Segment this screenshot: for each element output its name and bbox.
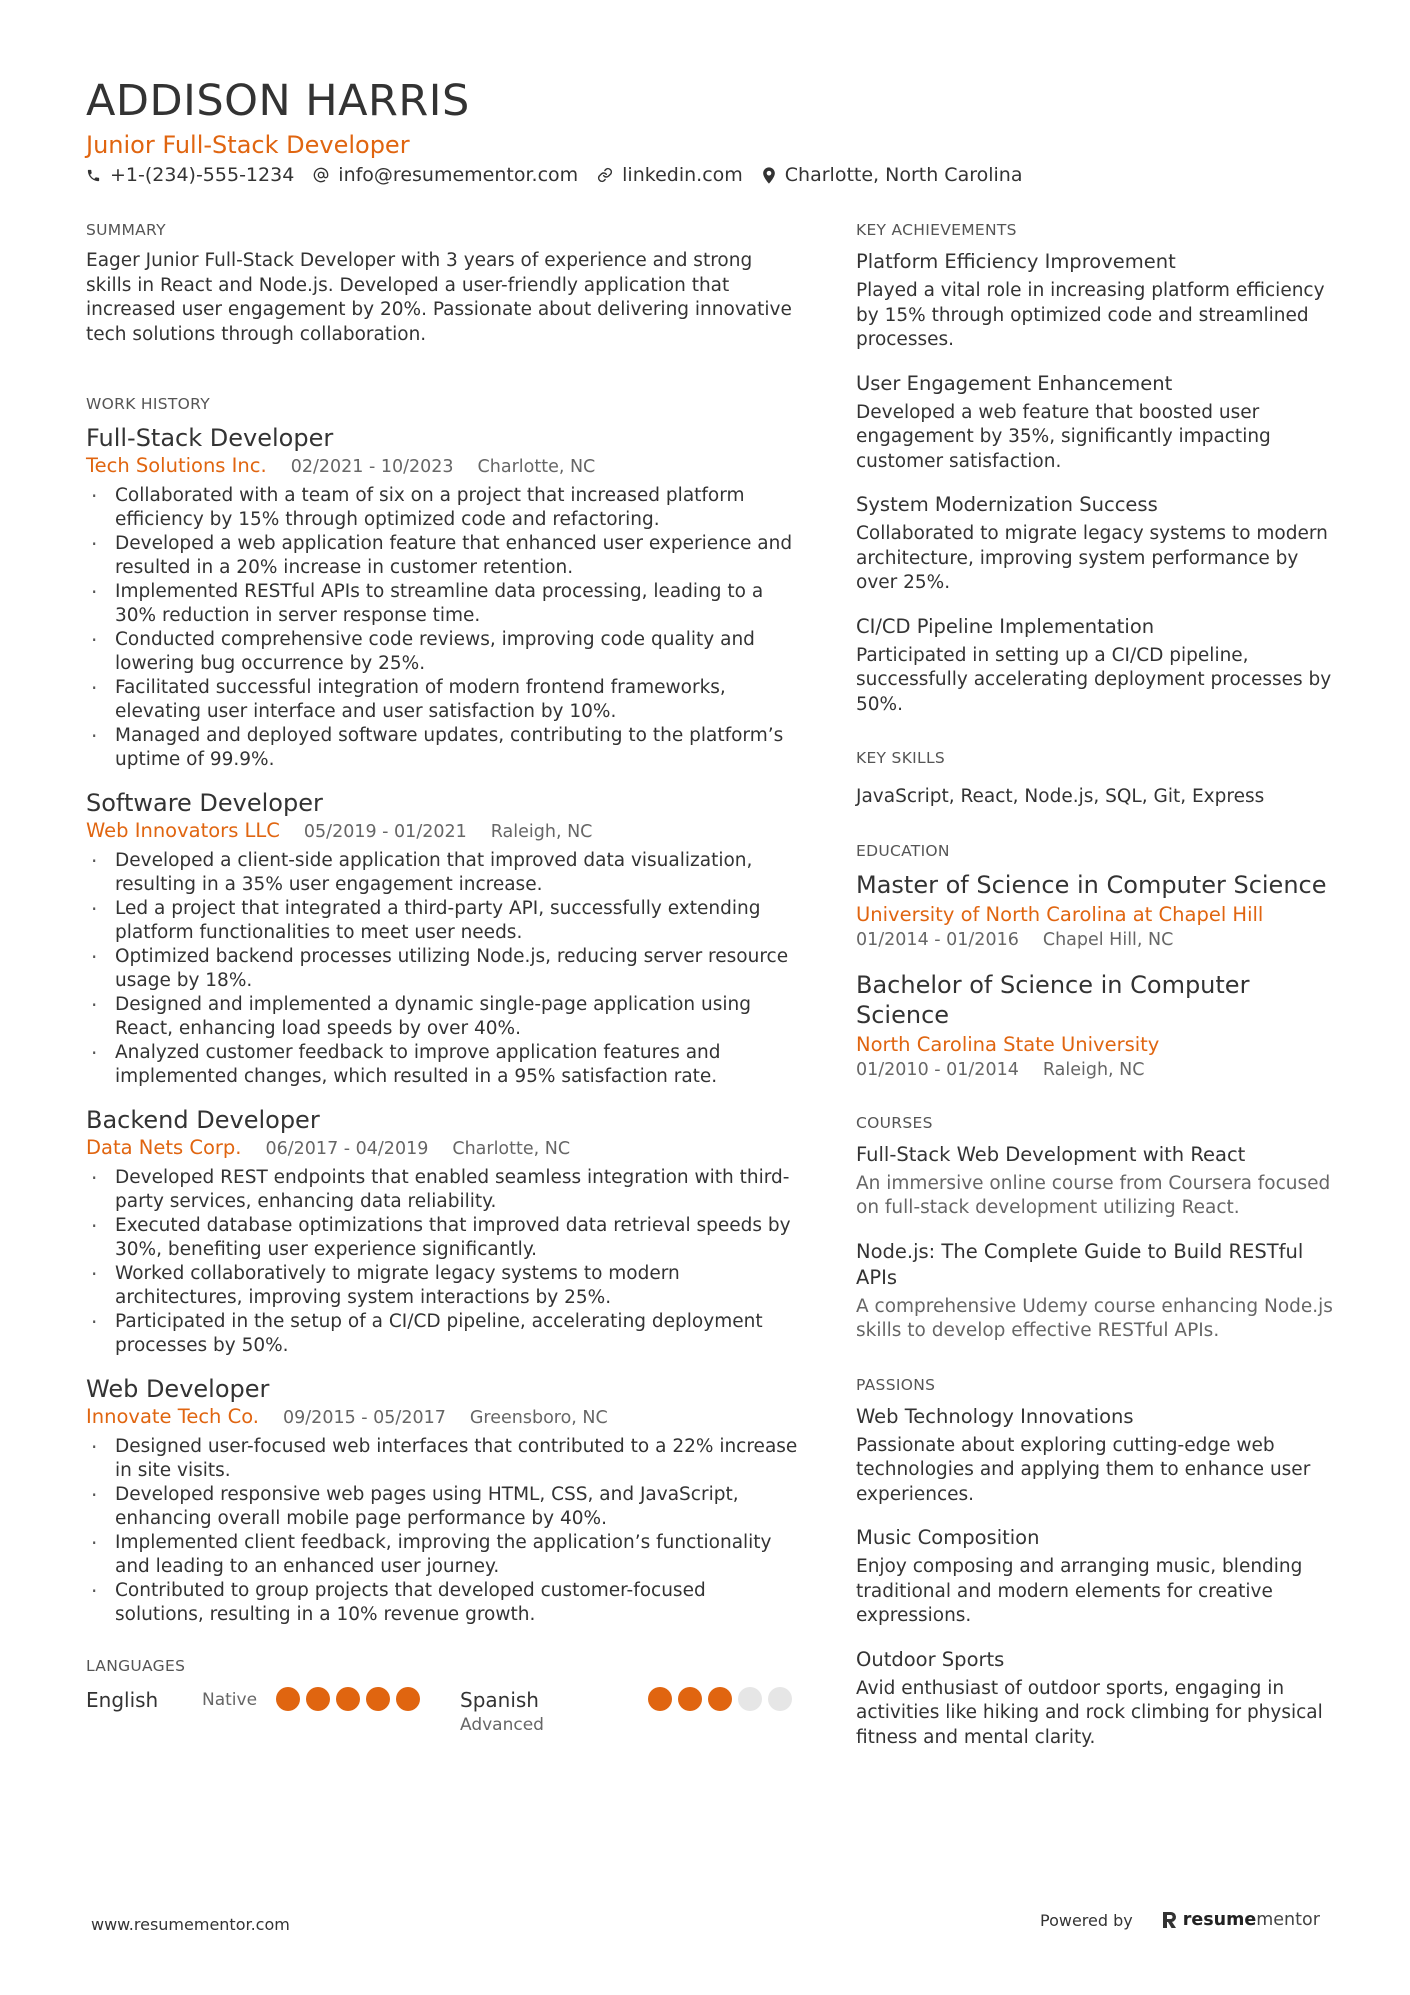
education-degree: Bachelor of Science in Computer Science — [856, 970, 1250, 1029]
rating-dot-filled — [396, 1687, 420, 1711]
languages-section — [86, 1657, 798, 1737]
left-column — [86, 221, 798, 1737]
passions-section — [856, 1376, 1334, 1751]
rating-dot-empty — [738, 1687, 762, 1711]
candidate-name: ADDISON HARRIS — [86, 76, 470, 126]
passion-item — [856, 1525, 1334, 1629]
job-bullet: · Implemented RESTful APIs to streamline data processing, leading to a 30% reduction in server response time. — [86, 580, 798, 628]
job-bullet: · Conducted comprehensive code reviews, improving code quality and lowering bug occurrence by 25%. — [86, 628, 798, 676]
job-meta — [86, 818, 798, 845]
education-section — [856, 842, 1334, 1082]
job-bullets — [86, 1435, 798, 1627]
achievement-text: Played a vital role in increasing platform efficiency by 15% through optimized code and streamlined processes. — [856, 280, 1325, 350]
achievements-section — [856, 221, 1334, 717]
job-company: Innovate Tech Co. — [86, 1405, 260, 1428]
passion-item — [856, 1647, 1334, 1751]
course-item — [856, 1239, 1334, 1344]
skills-heading: KEY SKILLS — [856, 749, 946, 767]
rating-dot-filled — [276, 1687, 300, 1711]
job-entry — [86, 1374, 798, 1627]
brand-logo[interactable] — [1161, 1910, 1320, 1930]
achievement-text: Collaborated to migrate legacy systems to modern architecture, improving system performance by over 25%. — [856, 523, 1328, 593]
contact-bar — [86, 164, 1041, 186]
education-item — [856, 870, 1334, 952]
job-bullet: · Executed database optimizations that improved data retrieval speeds by 30%, benefiting user experience significantly. — [86, 1214, 798, 1262]
job-meta — [86, 1404, 798, 1431]
footer-powered-by — [1040, 1910, 1320, 1930]
achievement-title: Platform Efficiency Improvement — [856, 250, 1176, 273]
rating-dot-empty — [768, 1687, 792, 1711]
education-location: Raleigh, NC — [1042, 1059, 1145, 1080]
courses-heading: COURSES — [856, 1113, 933, 1132]
skills-section — [856, 749, 1334, 810]
language-rating — [648, 1687, 798, 1711]
job-entry — [86, 423, 798, 772]
summary-heading: SUMMARY — [86, 221, 166, 239]
passions-heading: PASSIONS — [856, 1375, 936, 1394]
language-name: English — [86, 1688, 159, 1712]
language-item — [86, 1687, 460, 1713]
language-name: Spanish — [460, 1688, 539, 1712]
passion-item — [856, 1404, 1334, 1508]
languages-heading: LANGUAGES — [86, 1657, 186, 1675]
job-location: Charlotte, NC — [452, 1139, 571, 1159]
job-bullet: · Facilitated successful integration of modern frontend frameworks, elevating user interface and user satisfaction by 10%. — [86, 676, 798, 724]
job-bullet: · Developed REST endpoints that enabled seamless integration with third-party services, enhancing data reliability. — [86, 1166, 798, 1214]
education-degree: Master of Science in Computer Science — [856, 870, 1327, 899]
job-dates: 06/2017 - 04/2019 — [265, 1139, 429, 1159]
at-sign-icon — [313, 167, 329, 183]
linkedin-text: linkedin.com — [622, 164, 743, 186]
rating-dot-filled — [648, 1687, 672, 1711]
job-bullet: · Designed and implemented a dynamic single-page application using React, enhancing load speeds by over 40%. — [86, 993, 798, 1041]
brand-rest: mentor — [1256, 1910, 1320, 1930]
education-meta — [856, 928, 1334, 952]
language-rating — [276, 1687, 426, 1711]
job-bullet: · Developed a client-side application that improved data visualization, resulting in a 35% user engagement increase. — [86, 849, 798, 897]
education-item — [856, 970, 1334, 1082]
job-bullet: · Worked collaboratively to migrate legacy systems to modern architectures, improving system interactions by 25%. — [86, 1262, 798, 1310]
job-bullet: · Optimized backend processes utilizing Node.js, reducing server resource usage by 18%. — [86, 945, 798, 993]
contact-linkedin[interactable] — [597, 164, 743, 186]
job-title: Software Developer — [86, 789, 323, 817]
skills-text: JavaScript, React, Node.js, SQL, Git, Express — [856, 786, 1265, 807]
achievement-text: Developed a web feature that boosted user engagement by 35%, significantly impacting customer satisfaction. — [856, 401, 1271, 472]
job-bullet: · Led a project that integrated a third-party API, successfully extending platform functionalities to meet user needs. — [86, 897, 798, 945]
job-entry — [86, 788, 798, 1089]
summary-text: Eager Junior Full-Stack Developer with 3 years of experience and strong skills in React and Node.js. Developed a user-friendly application that increased user engagement by 20%. Passionate about delivering innovative tech solutions through collaboration. — [86, 250, 792, 345]
job-location: Charlotte, NC — [477, 457, 596, 477]
education-dates: 01/2014 - 01/2016 — [856, 929, 1019, 950]
language-level: Native — [202, 1690, 258, 1710]
work-history-heading: WORK HISTORY — [86, 395, 210, 413]
contact-location — [762, 164, 1023, 186]
footer-website-link[interactable]: www.resumementor.com — [91, 1915, 290, 1934]
resumementor-logo-icon — [1161, 1911, 1177, 1929]
phone-text: +1-(234)-555-1234 — [110, 164, 295, 186]
achievement-item — [856, 371, 1334, 475]
rating-dot-filled — [306, 1687, 330, 1711]
achievement-item — [856, 249, 1334, 353]
achievement-item — [856, 614, 1334, 718]
job-bullet: · Analyzed customer feedback to improve application features and implemented changes, which resulted in a 95% satisfaction rate. — [86, 1041, 798, 1089]
job-bullet: · Implemented client feedback, improving the application’s functionality and leading to an enhanced user journey. — [86, 1531, 798, 1579]
course-item — [856, 1142, 1334, 1221]
job-bullet: · Contributed to group projects that developed customer-focused solutions, resulting in a 10% revenue growth. — [86, 1579, 798, 1627]
language-item — [460, 1687, 798, 1737]
email-text: info@resumementor.com — [338, 164, 579, 186]
job-bullet: · Managed and deployed software updates, contributing to the platform’s uptime of 99.9%. — [86, 724, 798, 772]
job-location: Raleigh, NC — [490, 822, 593, 842]
job-bullet: · Participated in the setup of a CI/CD pipeline, accelerating deployment processes by 50%. — [86, 1310, 798, 1358]
job-company: Data Nets Corp. — [86, 1136, 242, 1159]
location-pin-icon — [762, 167, 776, 184]
passion-title: Music Composition — [856, 1526, 1040, 1549]
job-location: Greensboro, NC — [469, 1408, 608, 1428]
passion-text: Enjoy composing and arranging music, blending traditional and modern elements for creative expressions. — [856, 1556, 1303, 1626]
job-bullet: · Developed responsive web pages using HTML, CSS, and JavaScript, enhancing overall mobile page performance by 40%. — [86, 1483, 798, 1531]
education-dates: 01/2010 - 01/2014 — [856, 1059, 1019, 1080]
education-heading: EDUCATION — [856, 841, 950, 860]
job-meta — [86, 453, 798, 480]
rating-dot-filled — [366, 1687, 390, 1711]
achievement-title: User Engagement Enhancement — [856, 371, 1173, 395]
job-bullets — [86, 849, 798, 1089]
job-bullets — [86, 484, 798, 772]
passion-title: Web Technology Innovations — [856, 1404, 1134, 1428]
rating-dot-filled — [678, 1687, 702, 1711]
course-text: An immersive online course from Coursera focused on full-stack development utilizing React. — [856, 1172, 1331, 1218]
link-icon — [597, 167, 613, 183]
courses-section — [856, 1114, 1334, 1344]
languages-row — [86, 1687, 798, 1737]
course-title: Full-Stack Web Development with React — [856, 1142, 1246, 1166]
passion-text: Passionate about exploring cutting-edge web technologies and applying them to enhance user experiences. — [856, 1434, 1311, 1505]
job-bullet: · Developed a web application feature that enhanced user experience and resulted in a 20% increase in customer retention. — [86, 532, 798, 580]
contact-email[interactable] — [313, 164, 578, 186]
job-entry — [86, 1105, 798, 1358]
location-text: Charlotte, North Carolina — [784, 164, 1023, 186]
job-company: Tech Solutions Inc. — [86, 454, 267, 477]
education-school: University of North Carolina at Chapel Hill — [856, 902, 1264, 926]
job-title: Full-Stack Developer — [86, 424, 334, 452]
rating-dot-filled — [336, 1687, 360, 1711]
job-dates: 09/2015 - 05/2017 — [283, 1408, 446, 1428]
job-company: Web Innovators LLC — [86, 819, 280, 842]
education-school: North Carolina State University — [856, 1032, 1160, 1056]
right-column — [856, 221, 1334, 1782]
course-title: Node.js: The Complete Guide to Build RESTful APIs — [856, 1239, 1304, 1289]
candidate-title: Junior Full-Stack Developer — [86, 131, 410, 159]
job-title: Web Developer — [86, 1375, 270, 1403]
rating-dot-filled — [708, 1687, 732, 1711]
job-dates: 02/2021 - 10/2023 — [290, 457, 454, 477]
course-text: A comprehensive Udemy course enhancing Node.js skills to develop effective RESTful APIs. — [856, 1295, 1333, 1341]
education-location: Chapel Hill, NC — [1042, 929, 1174, 950]
job-bullet: · Collaborated with a team of six on a project that increased platform efficiency by 15% through optimized code and refactoring. — [86, 484, 798, 532]
passion-text: Avid enthusiast of outdoor sports, engaging in activities like hiking and rock climbing for physical fitness and mental clarity. — [856, 1677, 1323, 1748]
job-bullet: · Designed user-focused web interfaces that contributed to a 22% increase in site visits. — [86, 1435, 798, 1483]
phone-icon — [86, 168, 101, 183]
job-meta — [86, 1135, 798, 1162]
achievements-heading: KEY ACHIEVEMENTS — [856, 221, 1017, 239]
brand-bold: resume — [1182, 1910, 1257, 1930]
job-bullets — [86, 1166, 798, 1358]
achievement-text: Participated in setting up a CI/CD pipeline, successfully accelerating deployment processes by 50%. — [856, 644, 1332, 715]
achievement-item — [856, 492, 1334, 596]
contact-phone[interactable] — [86, 164, 294, 186]
achievement-title: System Modernization Success — [856, 493, 1158, 516]
passion-title: Outdoor Sports — [856, 1647, 1005, 1671]
education-meta — [856, 1058, 1334, 1082]
job-title: Backend Developer — [86, 1106, 320, 1134]
achievement-title: CI/CD Pipeline Implementation — [856, 614, 1155, 638]
powered-by-label: Powered by — [1040, 1910, 1133, 1930]
language-level: Advanced — [460, 1715, 544, 1735]
language-label-stack — [460, 1687, 648, 1737]
job-dates: 05/2019 - 01/2021 — [303, 822, 467, 842]
